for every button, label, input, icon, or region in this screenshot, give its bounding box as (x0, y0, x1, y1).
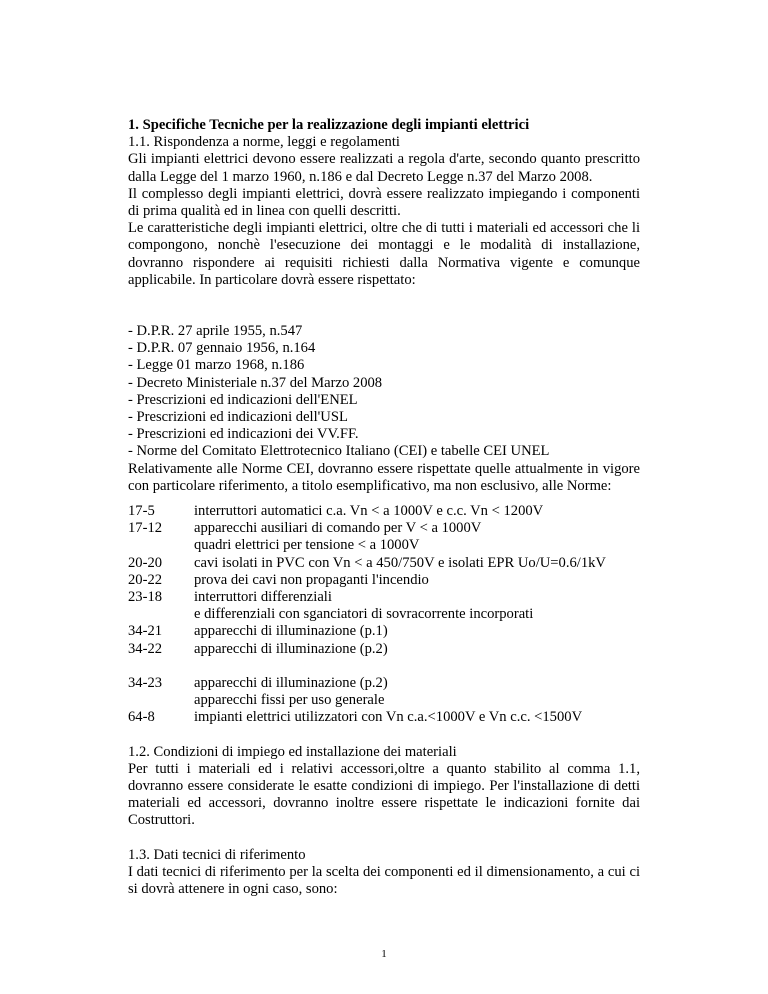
law-item: - D.P.R. 07 gennaio 1956, n.164 (128, 340, 316, 357)
norm-row (128, 520, 640, 537)
laws-list (128, 323, 640, 461)
subsection-heading-1-3: 1.3. Dati tecnici di riferimento (128, 846, 306, 863)
norm-code: 34-21 (128, 623, 163, 640)
norm-description: apparecchi fissi per uso generale (194, 692, 385, 709)
subsection-heading-1-1: 1.1. Rispondenza a norme, leggi e regolamenti (128, 134, 400, 151)
paragraph-legal-basis: Gli impianti elettrici devono essere realizzati a regola d'arte, secondo quanto prescritto dalla Legge del 1 marzo 1960, n.186 e dal Decreto Legge n.37 del Marzo 2008. (128, 151, 640, 185)
norm-row (128, 692, 640, 709)
law-item: - Prescrizioni ed indicazioni dei VV.FF. (128, 426, 359, 443)
norm-row (128, 503, 640, 520)
norm-code: 64-8 (128, 709, 155, 726)
norm-description: quadri elettrici per tensione < a 1000V (194, 537, 420, 554)
norm-row (128, 641, 640, 658)
paragraph-components-quality: Il complesso degli impianti elettrici, dovrà essere realizzato impiegando i componenti di prima qualità ed in linea con quelli descritti. (128, 185, 640, 220)
norm-code: 17-5 (128, 503, 155, 520)
law-item: - Norme del Comitato Elettrotecnico Italiano (CEI) e tabelle CEI UNEL (128, 443, 550, 460)
norm-description: e differenziali con sganciatori di sovracorrente incorporati (194, 606, 534, 623)
spacer (128, 830, 640, 847)
subsection-heading-1-2: 1.2. Condizioni di impiego ed installazione dei materiali (128, 743, 457, 760)
norm-code: 34-23 (128, 674, 163, 691)
section-title: 1. Specifiche Tecniche per la realizzazione degli impianti elettrici (128, 117, 530, 133)
norm-code: 23-18 (128, 589, 163, 606)
norm-row (128, 572, 640, 589)
norm-code: 34-22 (128, 640, 163, 657)
norm-code: 17-12 (128, 520, 163, 537)
norm-row (128, 537, 640, 554)
norms-table-b (128, 675, 640, 727)
norm-row (128, 555, 640, 572)
norm-description: apparecchi di illuminazione (p.2) (194, 640, 388, 657)
spacer (128, 658, 640, 675)
norm-row (128, 709, 640, 726)
norm-description: apparecchi ausiliari di comando per V < a 1000V (194, 520, 482, 537)
paragraph-usage-conditions: Per tutti i materiali ed i relativi accessori,oltre a quanto stabilito al comma 1.1, dovranno essere considerate le esatte condizioni di impiego. Per l'installazione di detti materiali ed accessori, dovranno inoltre essere rispettate le indicazioni fornite dai Costruttori. (128, 760, 640, 829)
norm-description: interruttori automatici c.a. Vn < a 1000V e c.c. Vn < 1200V (194, 503, 544, 520)
law-item: - Decreto Ministeriale n.37 del Marzo 2008 (128, 374, 383, 391)
norm-code: 20-20 (128, 554, 163, 571)
law-item: - Prescrizioni ed indicazioni dell'USL (128, 409, 348, 426)
norm-description: apparecchi di illuminazione (p.2) (194, 674, 388, 691)
norm-row (128, 606, 640, 623)
norm-description: cavi isolati in PVC con Vn < a 450/750V e isolati EPR Uo/U=0.6/1kV (194, 554, 606, 571)
law-item: - D.P.R. 27 aprile 1955, n.547 (128, 323, 303, 340)
norm-description: prova dei cavi non propaganti l'incendio (194, 571, 429, 588)
norm-row (128, 589, 640, 606)
document-body (128, 117, 640, 898)
paragraph-cei-norms: Relativamente alle Norme CEI, dovranno essere rispettate quelle attualmente in vigore con particolare riferimento, a titolo esemplificativo, ma non esclusivo, alle Norme: (128, 460, 640, 494)
law-item: - Legge 01 marzo 1968, n.186 (128, 357, 305, 374)
paragraph-requirements: Le caratteristiche degli impianti elettrici, oltre che di tutti i materiali ed accessori che li compongono, nonchè l'esecuzione dei montaggi e le modalità di installazione, dovranno rispondere ai requisiti richiesti dalla Normativa vigente e comunque applicabile. In particolare dovrà essere rispettato: (128, 220, 640, 288)
norm-row (128, 675, 640, 692)
norms-table-a (128, 503, 640, 658)
law-item: - Prescrizioni ed indicazioni dell'ENEL (128, 391, 358, 408)
norm-row (128, 623, 640, 640)
spacer (128, 495, 640, 503)
norm-description: impianti elettrici utilizzatori con Vn c.a.<1000V e Vn c.c. <1500V (194, 709, 583, 726)
page-number: 1 (381, 948, 387, 960)
norm-code: 20-22 (128, 571, 163, 588)
spacer (128, 727, 640, 744)
paragraph-technical-data: I dati tecnici di riferimento per la scelta dei componenti ed il dimensionamento, a cui ci si dovrà attenere in ogni caso, sono: (128, 863, 640, 897)
spacer (128, 289, 640, 323)
norm-description: apparecchi di illuminazione (p.1) (194, 623, 388, 640)
norm-description: interruttori differenziali (194, 589, 332, 606)
